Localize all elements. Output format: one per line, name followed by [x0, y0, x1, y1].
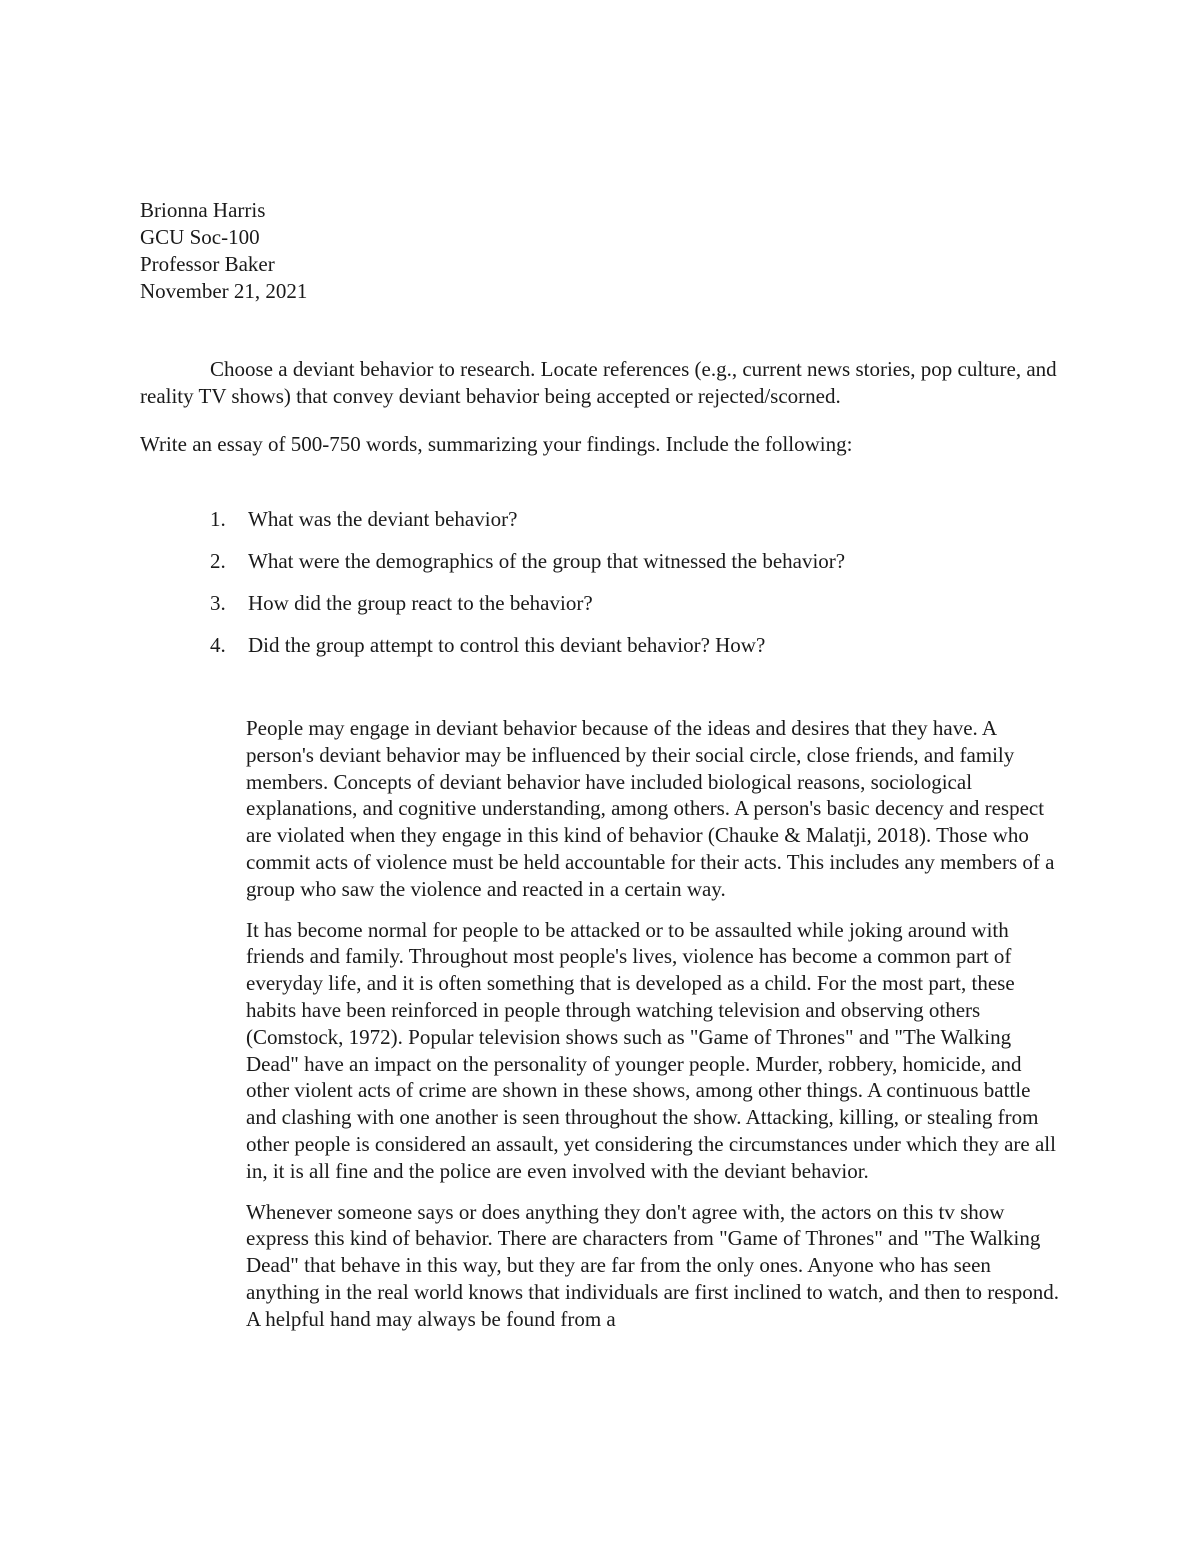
question-text: How did the group react to the behavior? — [248, 591, 593, 615]
student-header — [140, 197, 307, 305]
essay-paragraph: It has become normal for people to be attacked or to be assaulted while joking around with friends and family. Throughout most people's lives, violence has become a common part of everyday life, and it is often something that is developed as a child. For the most part, these habits have been reinforced in people through watching television and observing others (Comstock, 1972). Popular television shows such as "Game of Thrones" and "The Walking Dead" have an impact on the personality of younger people. Murder, robbery, homicide, and other violent acts of crime are shown in these shows, among other things. A continuous battle and clashing with one another is seen throughout the show. Attacking, killing, or stealing from other people is considered an assault, yet considering the circumstances under which they are all in, it is all fine and the police are even involved with the deviant behavior. — [246, 917, 1056, 1183]
question-item — [210, 506, 1060, 548]
course-name: GCU Soc-100 — [140, 225, 260, 249]
question-number: 2. — [210, 549, 226, 573]
essay-paragraph: Whenever someone says or does anything they don't agree with, the actors on this tv show express this kind of behavior. There are characters from "Game of Thrones" and "The Walking Dead" that behave in this way, but they are far from the only ones. Anyone who has seen anything in the real world knows that individuals are first inclined to watch, and then to respond. A helpful hand may always be found from a — [246, 1199, 1059, 1331]
prompt-write-instruction: Write an essay of 500-750 words, summarizing your findings. Include the following: — [140, 432, 853, 456]
question-item — [210, 548, 1060, 590]
question-item — [210, 590, 1060, 632]
question-text: What was the deviant behavior? — [248, 507, 518, 531]
question-text: What were the demographics of the group that witnessed the behavior? — [248, 549, 846, 573]
question-number: 3. — [210, 591, 226, 615]
assignment-prompt — [140, 356, 1060, 410]
question-list — [210, 506, 1060, 674]
submission-date: November 21, 2021 — [140, 279, 308, 303]
prompt-instruction: Choose a deviant behavior to research. Locate references (e.g., current news stories, pop culture, and reality TV shows) that convey deviant behavior being accepted or rejected/scorned. — [140, 357, 1057, 408]
question-number: 4. — [210, 633, 226, 657]
question-text: Did the group attempt to control this deviant behavior? How? — [248, 633, 766, 657]
question-number: 1. — [210, 507, 226, 531]
student-name: Brionna Harris — [140, 198, 266, 222]
professor-name: Professor Baker — [140, 252, 275, 276]
question-item — [210, 632, 1060, 674]
essay-body — [246, 715, 1061, 1347]
essay-paragraph: People may engage in deviant behavior because of the ideas and desires that they have. A person's deviant behavior may be influenced by their social circle, close friends, and family members. Concepts of deviant behavior have included biological reasons, sociological explanations, and cognitive understanding, among others. A person's basic decency and respect are violated when they engage in this kind of behavior (Chauke & Malatji, 2018). Those who commit acts of violence must be held accountable for their acts. This includes any members of a group who saw the violence and reacted in a certain way. — [246, 716, 1055, 901]
